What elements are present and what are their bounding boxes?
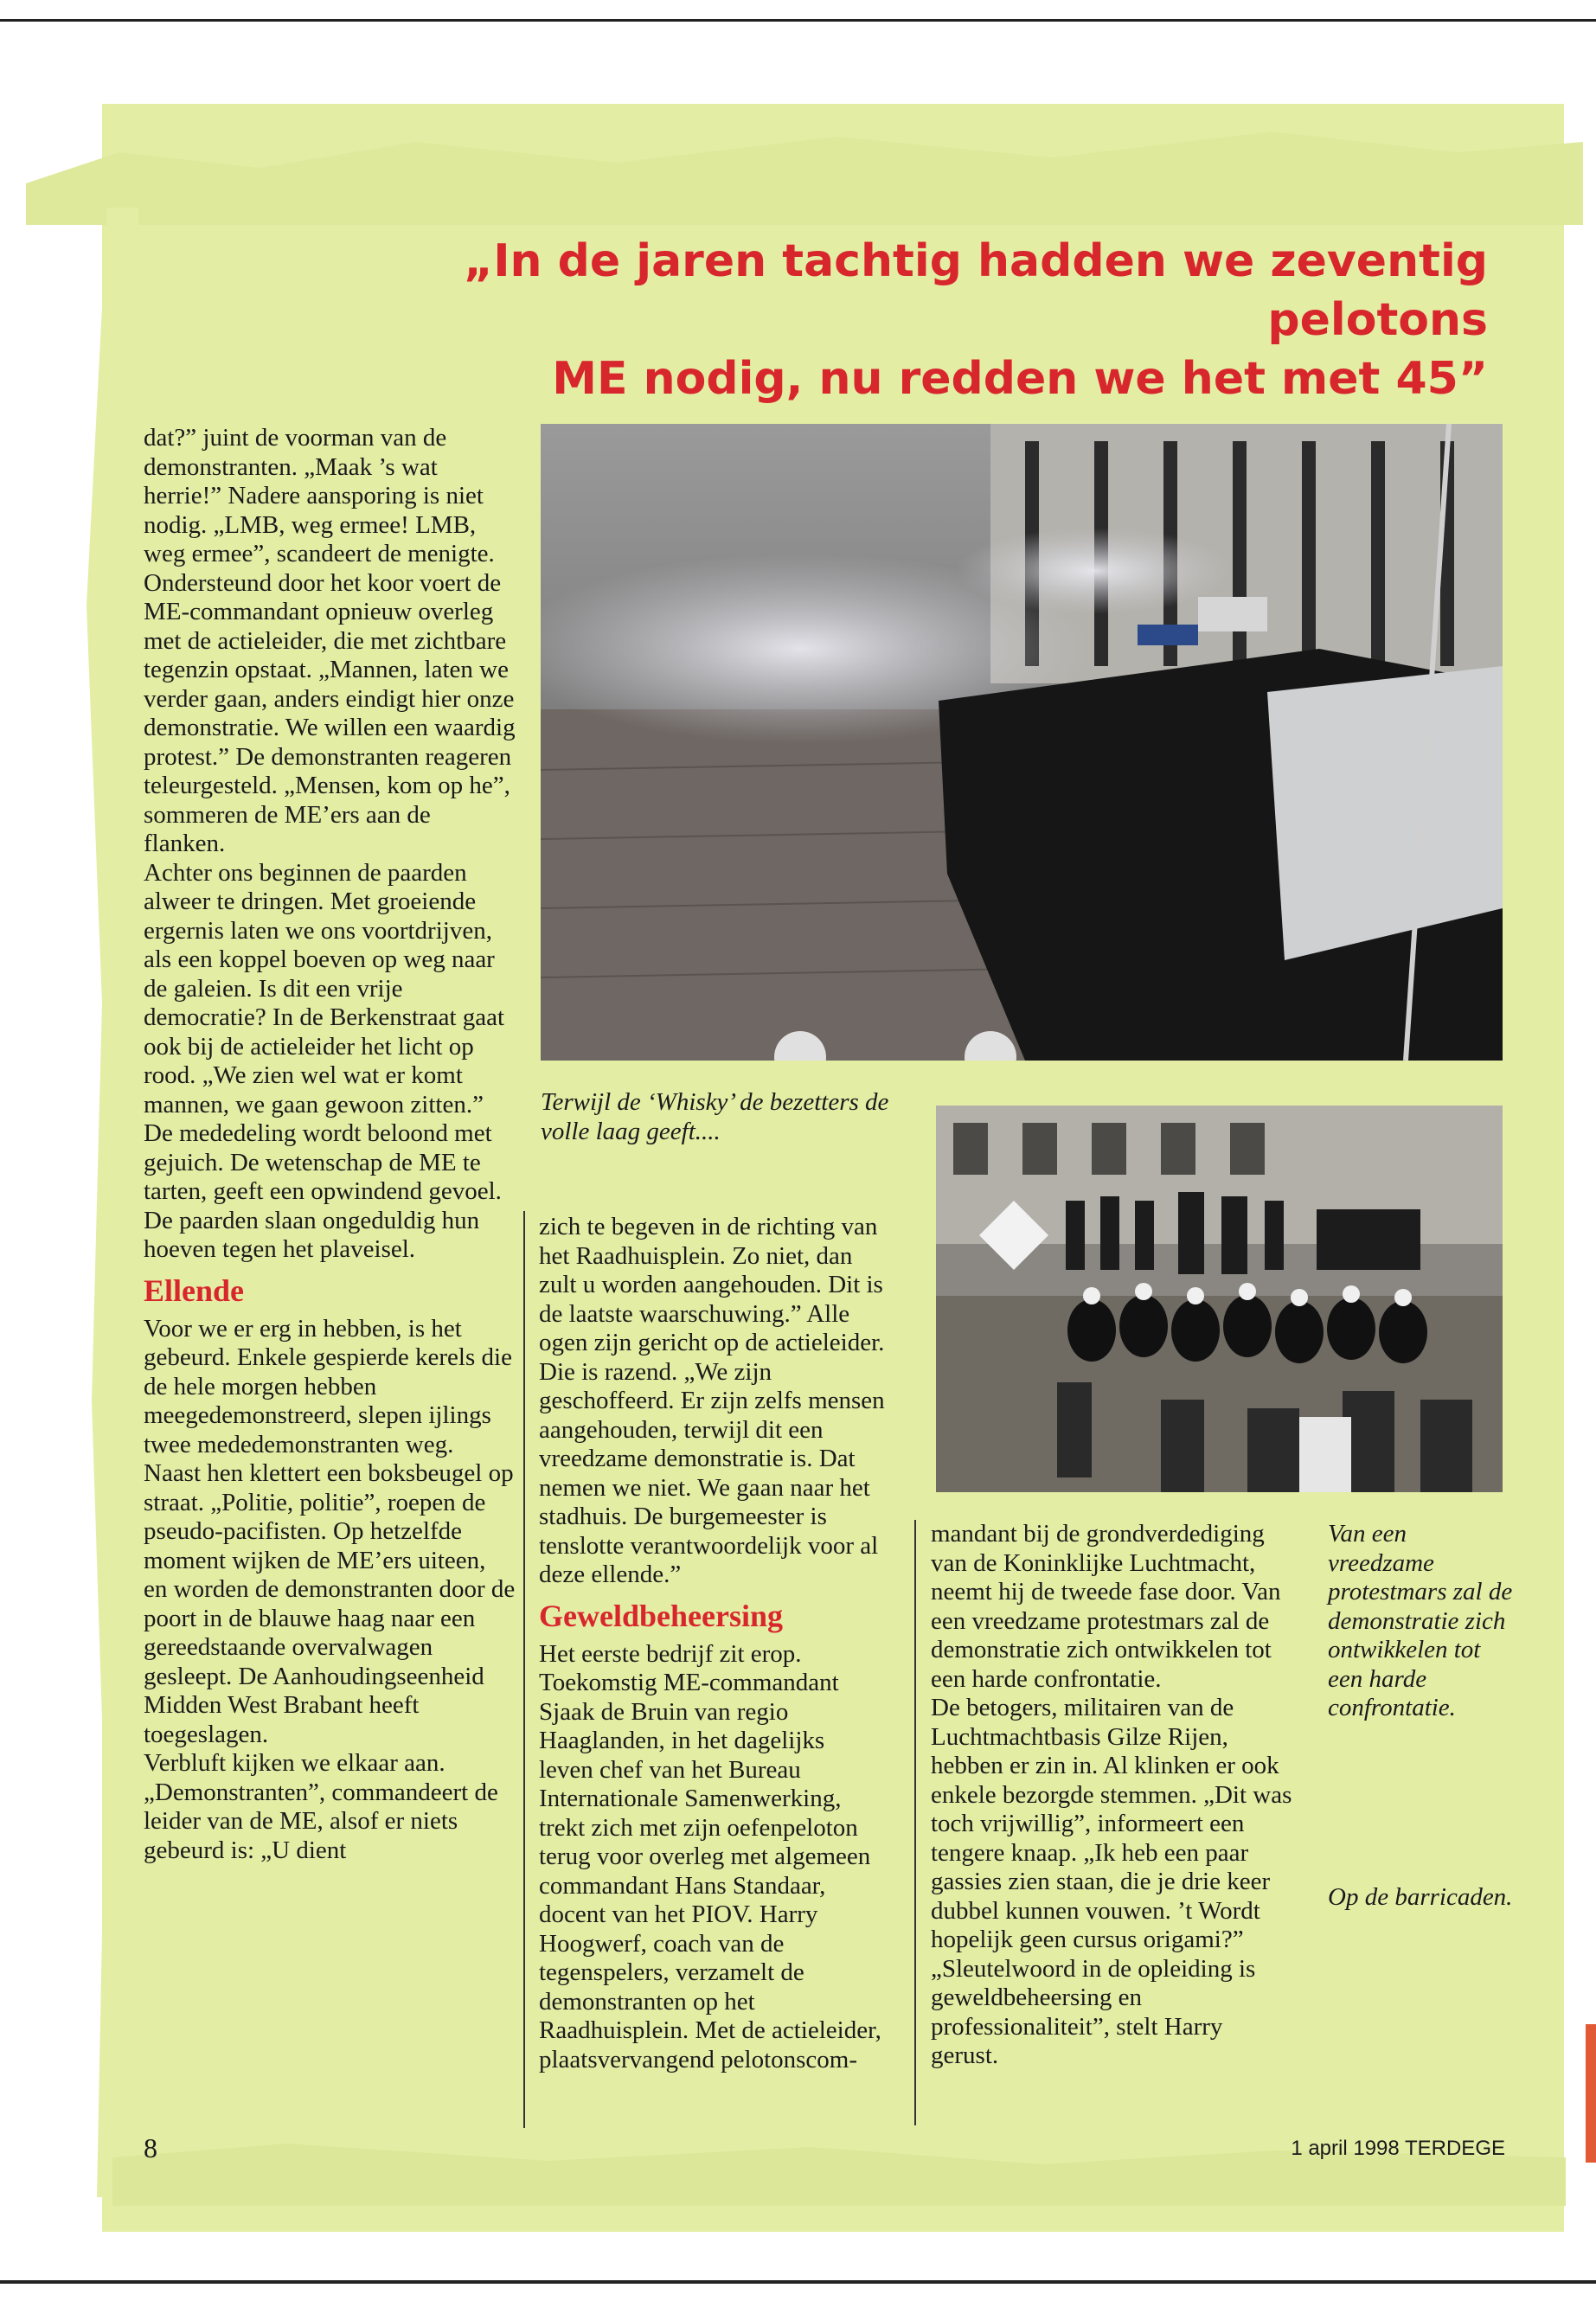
column-rule [914, 1520, 916, 2125]
red-edge-strip [1586, 2024, 1596, 2163]
article-column-1 [144, 424, 516, 1865]
side-caption-protest: Van een vreedzame protestmars zal de demonstratie zich ontwikkelen tot een harde confrontatie. [1328, 1520, 1513, 1721]
column-rule [523, 1211, 525, 2128]
pull-quote-line-2: ME nodig, nu redden we het met 45” [552, 353, 1488, 405]
article-column-3 [931, 1520, 1294, 2071]
paragraph: Het eerste bedrijf zit erop. Toekomstig ME-commandant Sjaak de Bruin van regio Haaglanden, in het dagelijks leven chef van het Bureau Internationale Samenwerking, trekt zich met zijn oefenpeloton terug voor overleg met algemeen commandant Hans Standaar, docent van het PIOV. Harry Hoogwerf, coach van de tegenspelers, verzamelt de demonstranten op het Raadhuisplein. Met de actieleider, plaatsvervangend pelotonscom- [539, 1639, 881, 2073]
paragraph: zich te begeven in de richting van het Raadhuisplein. Zo niet, dan zult u worden aangehouden. Dit is de laatste waarschuwing.” Alle ogen zijn gericht op de actieleider. Die is razend. „We zijn geschoffeerd. Er zijn zelfs mensen aangehouden, terwijl dit een vreedzame demonstratie is. Dat nemen we niet. We gaan naar het stadhuis. De burgemeester is tenslotte verantwoordelijk voor al deze ellende.” [539, 1213, 885, 1588]
photo-water-cannon [541, 424, 1503, 1061]
pull-quote [329, 232, 1488, 408]
side-caption-barricaden: Op de barricaden. [1328, 1883, 1513, 1911]
article-column-2 [539, 1213, 885, 2074]
paragraph: Achter ons beginnen de paarden alweer te dringen. Met groeiende ergernis laten we ons voortdrijven, als een koppel boeven op weg naar de galeien. Is dit een vrije democratie? In de Berkenstraat gaat ook bij de actieleider het licht op rood. „We zien wel wat er komt mannen, we gaan gewoon zitten.” De mededeling wordt beloond met gejuich. De wetenschap de ME te tarten, geeft een opwindend gevoel. De paarden slaan ongeduldig hun hoeven tegen het plaveisel. [144, 858, 505, 1263]
photo-riot-police-image [936, 1106, 1503, 1492]
green-ragged-edge [87, 208, 138, 2197]
photo-water-cannon-image [541, 424, 1503, 1061]
bottom-rule [0, 2280, 1596, 2284]
paragraph: Ondersteund door het koor voert de ME-commandant opnieuw overleg met de actieleider, die met zichtbare tegenzin opstaat. „Mannen, laten we verder gaan, anders eindigt hier onze demonstratie. We willen een waardig protest.” De demonstranten reageren teleurgesteld. „Mensen, kom op he”, sommeren de ME’ers aan de flanken. [144, 568, 516, 857]
photo-caption-water-cannon: Terwijl de ‘Whisky’ de bezetters de volle laag geeft.... [541, 1088, 889, 1145]
photo-riot-police [936, 1106, 1503, 1492]
issue-footer: 1 april 1998 TERDEGE [1291, 2137, 1505, 2160]
paragraph: Voor we er erg in hebben, is het gebeurd. Enkele gespierde kerels die de hele morgen hebben meegedemonstreerd, slepen ijlings twee mededemonstranten weg. Naast hen klettert een boksbeugel op straat. „Politie, politie”, roepen de pseudo-pacifisten. Op hetzelfde moment wijken de ME’ers uiteen, en worden de demonstranten door de poort in de blauwe haag naar een gereedstaande overvalwagen gesleept. De Aanhoudingseenheid Midden West Brabant heeft toegeslagen. [144, 1314, 516, 1748]
paragraph: mandant bij de grondverdediging van de Koninklijke Luchtmacht, neemt hij de tweede fase door. Van een vreedzame protestmars zal de demonstratie zich ontwikkelen tot een harde confrontatie. [931, 1520, 1281, 1693]
top-rule [0, 19, 1596, 22]
paragraph: dat?” juint de voorman van de demonstranten. „Maak ’s wat herrie!” Nadere aansporing is niet nodig. „LMB, weg ermee! LMB, weg ermee”, scandeert de menigte. [144, 424, 495, 567]
section-heading-ellende: Ellende [144, 1272, 245, 1308]
section-heading-geweldbeheersing: Geweldbeheersing [539, 1598, 783, 1633]
paragraph: Verbluft kijken we elkaar aan. „Demonstranten”, commandeert de leider van de ME, alsof er niets gebeurd is: „U dient [144, 1749, 498, 1864]
pull-quote-line-1: „In de jaren tachtig hadden we zeventig pelotons [464, 235, 1488, 346]
paragraph: „Sleutelwoord in de opleiding is geweldbeheersing en professionaliteit”, stelt Harry gerust. [931, 1954, 1256, 2069]
page-number: 8 [144, 2132, 157, 2163]
paragraph: De betogers, militairen van de Luchtmachtbasis Gilze Rijen, hebben er zin in. Al klinken er ook enkele bezorgde stemmen. „Dit was toch vrijwillig”, informeert een tengere knaap. „Ik heb een paar gassies zien staan, die je drie keer dubbel kunnen vouwen. ’t Wordt hopelijk geen cursus origami?” [931, 1694, 1292, 1953]
